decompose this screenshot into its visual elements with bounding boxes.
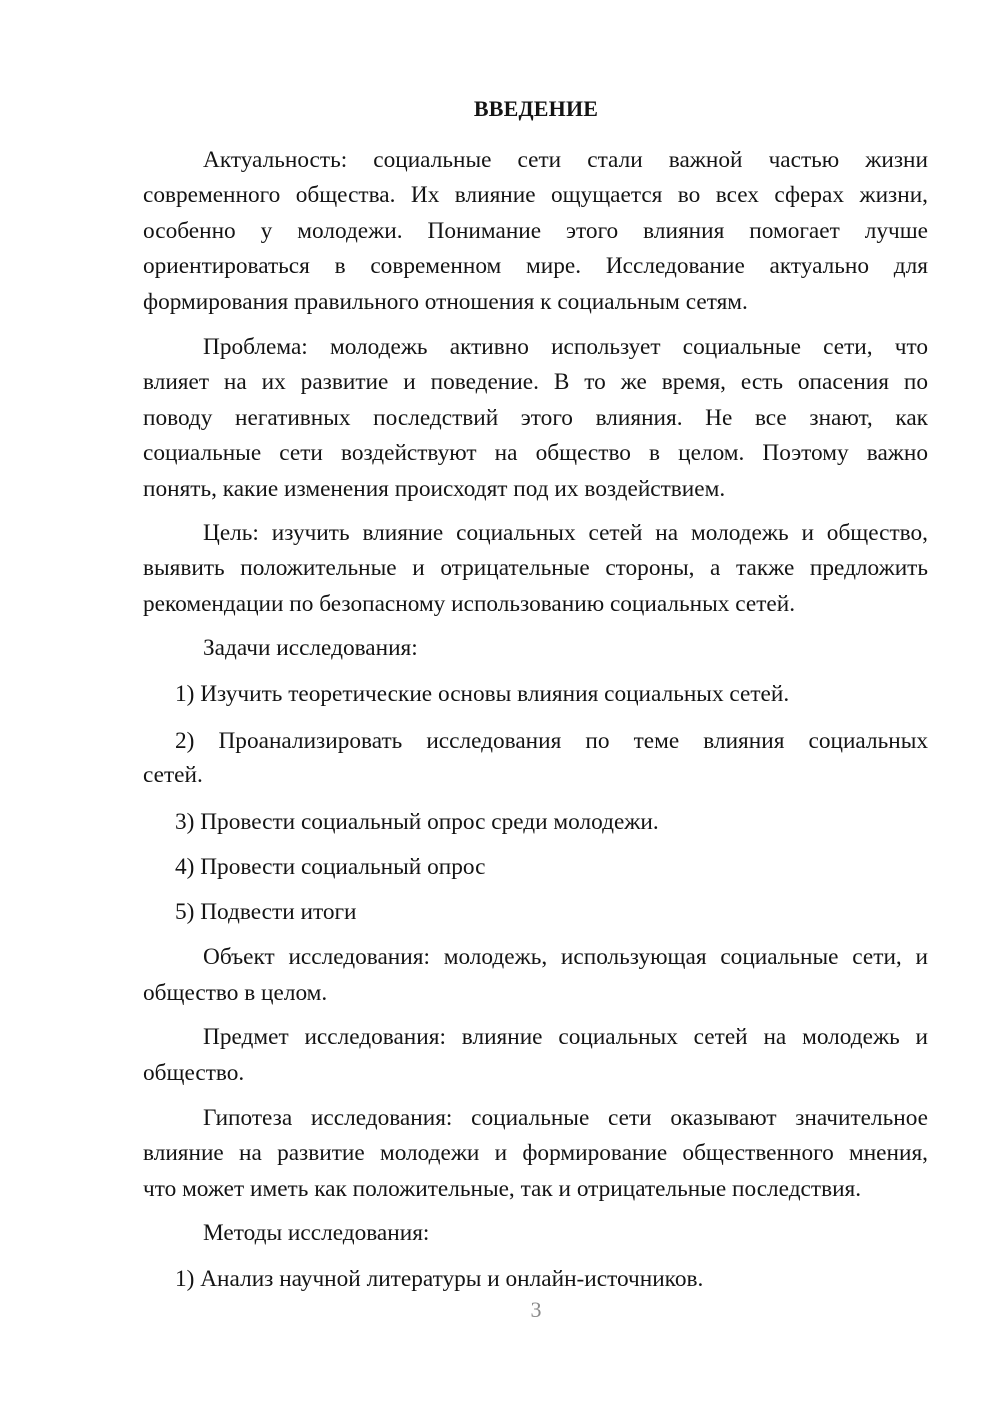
text-line: влияние на развитие молодежи и формирование общественного мнения, [143, 1140, 928, 1166]
text-line: Актуальность: социальные сети стали важной частью жизни [203, 147, 928, 173]
text-line: Цель: изучить влияние социальных сетей на молодежь и общество, [203, 520, 928, 546]
text-line: понять, какие изменения происходят под их воздействием. [143, 476, 726, 502]
page-number: 3 [530, 1297, 542, 1322]
text-line: современного общества. Их влияние ощущается во всех сферах жизни, [143, 182, 928, 208]
text-line: социальные сети воздействуют на общество в целом. Поэтому важно [143, 440, 928, 466]
text-line: Гипотеза исследования: социальные сети оказывают значительное [203, 1105, 928, 1131]
text-line: Предмет исследования: влияние социальных сетей на молодежь и [203, 1024, 928, 1050]
text-line: Проблема: молодежь активно использует социальные сети, что [203, 334, 928, 360]
text-line: формирования правильного отношения к социальным сетям. [143, 289, 748, 315]
method-item: 1) Анализ научной литературы и онлайн-источников. [175, 1266, 704, 1292]
text-line: что может иметь как положительные, так и отрицательные последствия. [143, 1176, 862, 1202]
text-line: ориентироваться в современном мире. Исследование актуально для [143, 253, 928, 279]
task-item-continuation: сетей. [143, 762, 203, 788]
task-item: 3) Провести социальный опрос среди молодежи. [175, 809, 659, 835]
text-line: выявить положительные и отрицательные стороны, а также предложить [143, 555, 928, 581]
tasks-heading: Задачи исследования: [203, 635, 418, 661]
task-item: 2) Проанализировать исследования по теме влияния социальных [175, 728, 928, 754]
methods-heading: Методы исследования: [203, 1220, 430, 1246]
text-line: рекомендации по безопасному использованию социальных сетей. [143, 591, 796, 617]
section-title: ВВЕДЕНИЕ [473, 96, 599, 121]
text-line: поводу негативных последствий этого влияния. Не все знают, как [143, 405, 928, 431]
task-item: 5) Подвести итоги [175, 899, 357, 925]
task-item: 1) Изучить теоретические основы влияния социальных сетей. [175, 681, 790, 707]
text-line: влияет на их развитие и поведение. В то же время, есть опасения по [143, 369, 928, 395]
text-line: особенно у молодежи. Понимание этого влияния помогает лучше [143, 218, 928, 244]
text-line: общество в целом. [143, 980, 328, 1006]
task-item: 4) Провести социальный опрос [175, 854, 486, 880]
text-line: общество. [143, 1060, 245, 1086]
text-line: Объект исследования: молодежь, использующая социальные сети, и [203, 944, 928, 970]
